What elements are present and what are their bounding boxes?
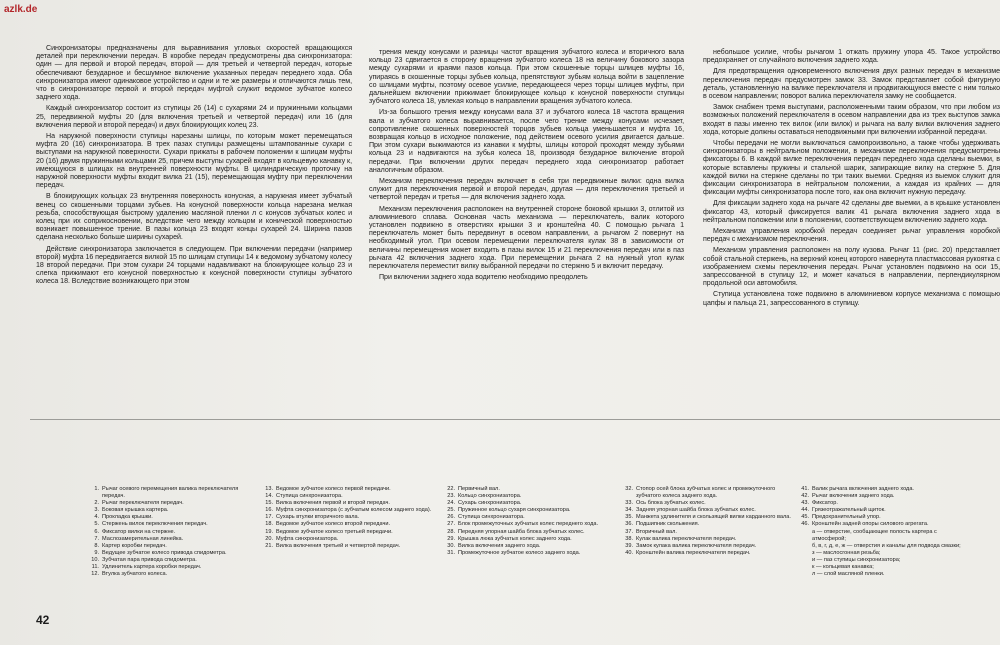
legend-number: 6. <box>94 528 99 535</box>
legend-number <box>798 543 812 550</box>
legend-text: Ведомое зубчатое колесо третьей передачи. <box>276 528 393 535</box>
legend-item <box>798 550 963 557</box>
legend-text: з — маслосгонная резьба; <box>812 549 881 556</box>
paragraph: Механизм переключения передач включает в себя три передвижные вилки: одна вилка служит для переключения первой и второй передач, другая — для переключения третьей и четвертой передач и третья — для включения заднего хода. <box>369 177 684 202</box>
legend-item <box>444 536 614 543</box>
legend-text: Ведомое зубчатое колесо первой передачи. <box>276 486 391 492</box>
legend-text: Рычаг осевого перемещения валика переключателя передач. <box>102 486 239 500</box>
legend-text: Кронштейн валика переключателя передач. <box>636 549 751 556</box>
legend-column-5 <box>798 486 963 578</box>
legend-item <box>622 543 797 550</box>
legend-number: 21. <box>265 542 273 549</box>
legend-item <box>444 514 614 521</box>
paragraph: Чтобы передачи не могли выключаться самопроизвольно, а также чтобы удерживать синхронизаторы в нейтральном положении, в механизме переключения предусмотрены фиксаторы 6. В каждой вилке переключения передач переднего хода сделаны выемки, в которые вставлены пружины и стальной шарик, запирающие вилку на стержне 5. Для каждой вилки на стержне сделаны по три таких выемки. Средняя из выемок служит для фиксации синхронизатора в нейтральном положении, а каждая из крайних — для фиксации муфты синхронизатора после того, как она включит нужную передачу. <box>703 139 1000 197</box>
legend-item <box>444 521 614 528</box>
legend-text: Рычаг включения заднего хода. <box>812 493 895 500</box>
legend-number <box>798 564 812 571</box>
legend-item <box>262 536 434 543</box>
legend-text: Пружинное кольцо сухаря синхронизатора. <box>458 507 571 514</box>
legend-text: Замок кулака валика переключателя передач. <box>636 542 757 549</box>
legend-item <box>262 529 434 536</box>
legend-text: Кронштейн задней опоры силового агрегата. <box>812 521 929 528</box>
paragraph: При включении заднего хода водителю необходимо преодолеть <box>379 273 588 282</box>
legend-number: 14. <box>265 493 273 500</box>
legend-number: 8. <box>94 542 99 549</box>
paragraph: трения между конусами и разницы частот вращения зубчатого колеса и вторичного вала кольцо 23 сдвигается в сторону вращения зубчатого колеса 18 на величину бокового зазора между сухарями и краями пазов кольца. При этом скошенные торцы шлицев муфты 16, упираясь в скошенные торцы зубьев кольца, препятствуют зубьям кольца войти в зацепление со шлицами муфты, поэтому осевое усилие, передающееся через торцы шлицев муфты, при дальнейшем включении прижимает блокирующее кольцо к конусной поверхности ступицы зубчатого колеса 18, увлекая кольцо в направлении вращения зубчатого колеса. <box>369 48 684 106</box>
legend-number <box>798 529 812 543</box>
legend-column-3 <box>444 486 614 557</box>
legend-text: Муфта синхронизатора. <box>276 535 339 542</box>
legend-text: Промежуточное зубчатое колесо заднего хода. <box>458 549 581 556</box>
legend-item <box>798 486 963 493</box>
legend-text: Втулка зубчатого колеса. <box>102 571 168 578</box>
paragraph: Замок снабжен тремя выступами, расположенными таким образом, что при любом из возможных положений переключателя в осевом направлении два из трех выступов замка входят в пазы именно тех вилок (или вилок) и рычага на валу вилки включения заднего хода, которые должны оставаться неподвижными при включении избранной передачи. <box>703 103 1000 136</box>
paragraph: Каждый синхронизатор состоит из ступицы 26 (14) с сухарями 24 и пружинными кольцами 25, передвижной муфты 20 (для включения третьей и четвертой передач) или 16 (для включения первой и второй передач) и двух блокирующих колец 23. <box>36 104 352 129</box>
legend-number: 19. <box>265 528 273 535</box>
legend-text: Ведущее зубчатое колесо привода спидометра. <box>102 549 227 556</box>
legend-item <box>798 571 963 578</box>
legend-number: 25. <box>447 507 455 514</box>
legend-number: 40. <box>625 549 633 556</box>
legend-text: Подшипник скольжения. <box>636 521 700 528</box>
legend-item <box>444 486 614 493</box>
legend-text: Картер коробки передач. <box>102 542 167 549</box>
legend-item <box>798 557 963 564</box>
legend-text: Ведомое зубчатое колесо второй передачи. <box>276 521 391 528</box>
site-watermark: azlk.de <box>4 4 38 15</box>
legend-item <box>622 550 797 557</box>
legend-item <box>444 550 614 557</box>
legend-number <box>798 557 812 564</box>
legend-number: 30. <box>447 542 455 549</box>
legend-item <box>262 486 434 493</box>
legend-item <box>622 521 797 528</box>
legend-number: 36. <box>625 521 633 528</box>
legend-text: Зубчатая пара привода спидометра. <box>102 556 197 563</box>
legend-text: Маслозамерительная линейка. <box>102 535 184 542</box>
legend-number: 33. <box>625 500 633 507</box>
legend-number: 13. <box>265 486 273 492</box>
legend-number: 15. <box>265 500 273 507</box>
legend-item <box>798 521 963 528</box>
legend-item <box>444 493 614 500</box>
legend-item <box>444 529 614 536</box>
legend-number: 18. <box>265 521 273 528</box>
legend-number: 44. <box>801 507 809 514</box>
legend-number <box>798 571 812 578</box>
legend-text: Кольцо синхронизатора. <box>458 493 522 500</box>
text-column-3 <box>703 48 1000 378</box>
legend-number: 7. <box>94 535 99 542</box>
legend-number: 3. <box>94 507 99 514</box>
legend-text: Блок промежуточных зубчатых колес переднего хода. <box>458 521 599 528</box>
legend-text: л — слой масляной пленки. <box>812 571 885 578</box>
legend-text: Манжета удлинителя и скользящей вилки карданного вала. <box>636 514 791 521</box>
legend-text: Ось блока зубчатых колес. <box>636 500 706 507</box>
paragraph: Ступица установлена тоже подвижно в алюминиевом корпусе механизма с помощью цапфы и пальца 21, запрессованного в ступицу. <box>703 290 1000 307</box>
legend-text: Муфта синхронизатора (с зубчатым колесом заднего хода). <box>276 507 432 514</box>
legend-text: Вилка включения заднего хода. <box>458 542 541 549</box>
legend-number: 28. <box>447 528 455 535</box>
legend-text: Сухарь синхронизатора. <box>458 500 522 507</box>
legend-text: Стопор осей блока зубчатых колес и промежуточного зубчатого колеса заднего хода. <box>636 486 776 500</box>
legend-item <box>798 493 963 500</box>
legend-number: 35. <box>625 514 633 521</box>
paragraph: Для предотвращения одновременного включения двух разных передач в механизме переключения передач предусмотрен замок 33. Замок представляет собой фигурную деталь, установленную на валике переключателя и продвигающуюся вместе с ним только в осевом направлении; поворот валика переключателя замку не сообщается. <box>703 67 1000 101</box>
legend-number: 22. <box>447 486 455 492</box>
legend-item <box>88 543 258 550</box>
legend-number: 37. <box>625 528 633 535</box>
legend-item <box>262 507 434 514</box>
legend-number: 27. <box>447 521 455 528</box>
legend-text: к — кольцевая канавка; <box>812 564 874 571</box>
paragraph: На наружной поверхности ступицы нарезаны шлицы, по которым может перемещаться муфта 20 (16) синхронизатора. В трех пазах ступицы размещены штампованные сухари с выступами на наружной поверхности. Сухари прижаты в рабочем положении к шлицам муфты 20 (16) двумя пружинными кольцами 25, причем выступы сухарей входят в кольцевую канавку к, имеющуюся в шлицах на внутренней поверхности муфты. В цилиндрическую проточку на наружной поверхности муфты входит вилка 21 (15), перемещающая муфту при переключении передач. <box>36 132 352 190</box>
legend-number: 26. <box>447 514 455 521</box>
legend-number: 34. <box>625 507 633 514</box>
legend-item <box>88 557 258 564</box>
legend-item <box>444 543 614 550</box>
paragraph: Механизм управления коробкой передач соединяет рычаг управления коробкой передач с механизмом переключения. <box>703 227 1000 244</box>
legend-item <box>88 514 258 521</box>
figure-divider <box>30 419 1000 420</box>
legend-item <box>622 529 797 536</box>
paragraph: Механизм переключения расположен на внутренней стороне боковой крышки 3, отлитой из алюминиевого сплава. Основная часть механизма — переключатель, валик которого установлен подвижно в отверстиях крышки 3 и кронштейна 40. С помощью рычага 1 переключатель может быть передвинут в осевом направлении, а рычагом 2 повернут на необходимый угол. При осевом перемещении переключателя кулак 38 в зависимости от величины перемещения может входить в пазы вилок 15 и 21 переключения передач или в паз рычага 42 включения заднего хода. При перемещении рычага 2 на нужный угол кулак переключателя переместит вилку выбранной передачи по стержню 5 и включит передачу. <box>369 204 684 271</box>
legend-text: Первичный вал. <box>458 486 500 492</box>
legend-text: Стержень вилок переключения передач. <box>102 521 208 528</box>
legend-text: Передняя упорная шайба блока зубчатых колес. <box>458 528 585 535</box>
legend-number: 29. <box>447 535 455 542</box>
legend-text: Боковая крышка картера. <box>102 507 169 514</box>
paragraph: Для фиксации заднего хода на рычаге 42 сделаны две выемки, а в крышке установлен фиксатор 43, который фиксируется валик 41 рычага включения заднего хода в нейтральном положении или в положении, соответствующем включению заднего хода. <box>703 199 1000 224</box>
legend-text: Кулак валика переключателя передач. <box>636 535 737 542</box>
legend-item <box>88 521 258 528</box>
paragraph: В блокирующих кольцах 23 внутренняя поверхность конусная, а наружная имеет зубчатый венец со скошенными торцами зубьев. На конусной поверхности кольца нарезана мелкая резьба, способствующая быстрому удалению масляной пленки л с конусов зубчатых колес и колец при их соприкосновении, вследствие чего между кольцом и конической поверхностью возникает повышенное трение. В пазы кольца 23 входят концы сухарей 24. Ширина пазов сделана несколько больше ширины сухарей. <box>36 192 352 242</box>
legend-number: 4. <box>94 514 99 521</box>
legend-number: 24. <box>447 500 455 507</box>
legend-text: Прокладка крышки. <box>102 514 153 521</box>
paragraph: Синхронизаторы предназначены для выравнивания угловых скоростей вращающихся деталей при переключении передач. В коробке передач предусмотрены два синхронизатора: один — для первой и второй передач, второй — для третьей и четвертой передач, которые обеспечивают безударное и бесшумное включение указанных передач переднего хода. Оба синхронизатора имеют одинаковое устройство и одни и те же размеры и отличаются лишь тем, что в синхронизаторе первой и второй передач муфтой служит ведомое зубчатое колесо заднего хода. <box>36 44 352 102</box>
legend-text: Предохранительный упор. <box>812 514 881 521</box>
legend-number: 16. <box>265 507 273 514</box>
legend-item <box>88 564 258 571</box>
legend-text: Фиксатор. <box>812 500 838 507</box>
legend-number: 1. <box>94 486 99 492</box>
text-column-2 <box>369 48 684 368</box>
paragraph: Из-за большого трения между конусами вала 37 и зубчатого колеса 18 частота вращения вала и зубчатого колеса выравнивается, после чего трение между конусами исчезает, сопротивление скошенных поверхностей торцов зубьев кольца уменьшается и муфта 16, возвращая кольцо в исходное положение, под действием осевого усилия двигается дальше. При этом сухари выжимаются из канавки к муфты, шлицы которой проходят между зубьями кольца 23 и надвигаются на зубья колеса 18, производя безударное включение второй передачи. При включении других передач переднего хода синхронизатор работает аналогичным образом. <box>369 108 684 174</box>
legend-text: Ступица синхронизатора. <box>458 514 525 521</box>
paragraph: небольшое усилие, чтобы рычагом 1 отжать пружину упора 45. Такое устройство предохраняет от случайного включения заднего хода. <box>703 48 1000 65</box>
legend-number: 45. <box>801 514 809 521</box>
paragraph: Механизм управления расположен на полу кузова. Рычаг 11 (рис. 20) представляет собой стальной стержень, на верхний конец которого навернута пластмассовая рукоятка с изображением схемы переключения передач. Рычаг установлен подвижно на оси 15, запрессованной в ступицу 12, и может качаться в направлении, перпендикулярном продольной оси автомобиля. <box>703 246 1000 288</box>
legend-item <box>262 521 434 528</box>
legend-text: и — паз ступицы синхронизатора; <box>812 556 901 563</box>
legend-item <box>88 550 258 557</box>
legend-number: 39. <box>625 542 633 549</box>
legend-item <box>88 529 258 536</box>
legend-text: Вторичный вал. <box>636 528 677 535</box>
legend-number: 32. <box>625 486 633 492</box>
legend-item <box>622 514 797 521</box>
legend-item <box>262 500 434 507</box>
legend-number: 9. <box>94 549 99 556</box>
legend-number: 38. <box>625 535 633 542</box>
legend-text: Вилка включения третьей и четвертой передач. <box>276 542 401 549</box>
legend-item <box>622 486 797 500</box>
legend-column-1 <box>88 486 258 578</box>
legend-item <box>444 507 614 514</box>
legend-item <box>88 536 258 543</box>
legend-text: Задняя упорная шайба блока зубчатых колес. <box>636 507 756 514</box>
legend-text: Удлинитель картера коробки передач. <box>102 564 202 571</box>
legend-number: 11. <box>91 564 99 571</box>
legend-item <box>88 500 258 507</box>
legend-text: Крышка люка зубчатых колес заднего хода. <box>458 535 572 542</box>
legend-number: 12. <box>91 571 99 578</box>
legend-number: 43. <box>801 500 809 507</box>
legend-item <box>88 507 258 514</box>
page-number: 42 <box>36 613 50 627</box>
legend-text: а — отверстие, сообщающее полость картера с атмосферой; <box>812 528 937 542</box>
legend-number: 17. <box>265 514 273 521</box>
legend-number: 41. <box>801 486 809 492</box>
legend-item <box>88 486 258 500</box>
paragraph: Действие синхронизатора заключается в следующем. При включении передачи (например второй) муфта 16 передвигается вилкой 15 по шлицам ступицы 14 к ведомому зубчатому колесу 18 второй передачи. При этом сухари 24 торцами надавливают на блокирующее кольцо 23 и слегка прижимают его конусной поверхностью к конусной поверхности ступицы зубчатого колеса 18. Вследствие возникающего при этом <box>36 244 352 286</box>
legend-number: 2. <box>94 500 99 507</box>
legend-number <box>798 550 812 557</box>
legend-item <box>444 500 614 507</box>
legend-number: 10. <box>91 556 99 563</box>
text-column-1 <box>36 44 352 370</box>
legend-text: Вилка включения первой и второй передач. <box>276 500 390 507</box>
legend-number: 5. <box>94 521 99 528</box>
legend-text: Ступица синхронизатора. <box>276 493 343 500</box>
legend-number: 46. <box>801 521 809 528</box>
legend-item <box>798 543 963 550</box>
legend-item <box>88 571 258 578</box>
legend-text: Рычаг переключателя передач. <box>102 500 184 507</box>
legend-text: Грязеотражательный щиток. <box>812 507 886 514</box>
legend-column-4 <box>622 486 797 557</box>
legend-text: Фиксатор вилки на стержне. <box>102 528 176 535</box>
legend-text: Сухарь втулки вторичного вала. <box>276 514 360 521</box>
legend-item <box>262 543 434 550</box>
legend-item <box>622 536 797 543</box>
legend-column-2 <box>262 486 434 550</box>
legend-text: б, в, г, д, е, ж — отверстия и каналы для подвода смазки; <box>812 542 961 549</box>
legend-number: 42. <box>801 493 809 500</box>
legend-number: 31. <box>447 549 455 556</box>
legend-text: Валик рычага включения заднего хода. <box>812 486 914 492</box>
legend-number: 23. <box>447 493 455 500</box>
legend-item <box>798 529 963 543</box>
legend-number: 20. <box>265 535 273 542</box>
